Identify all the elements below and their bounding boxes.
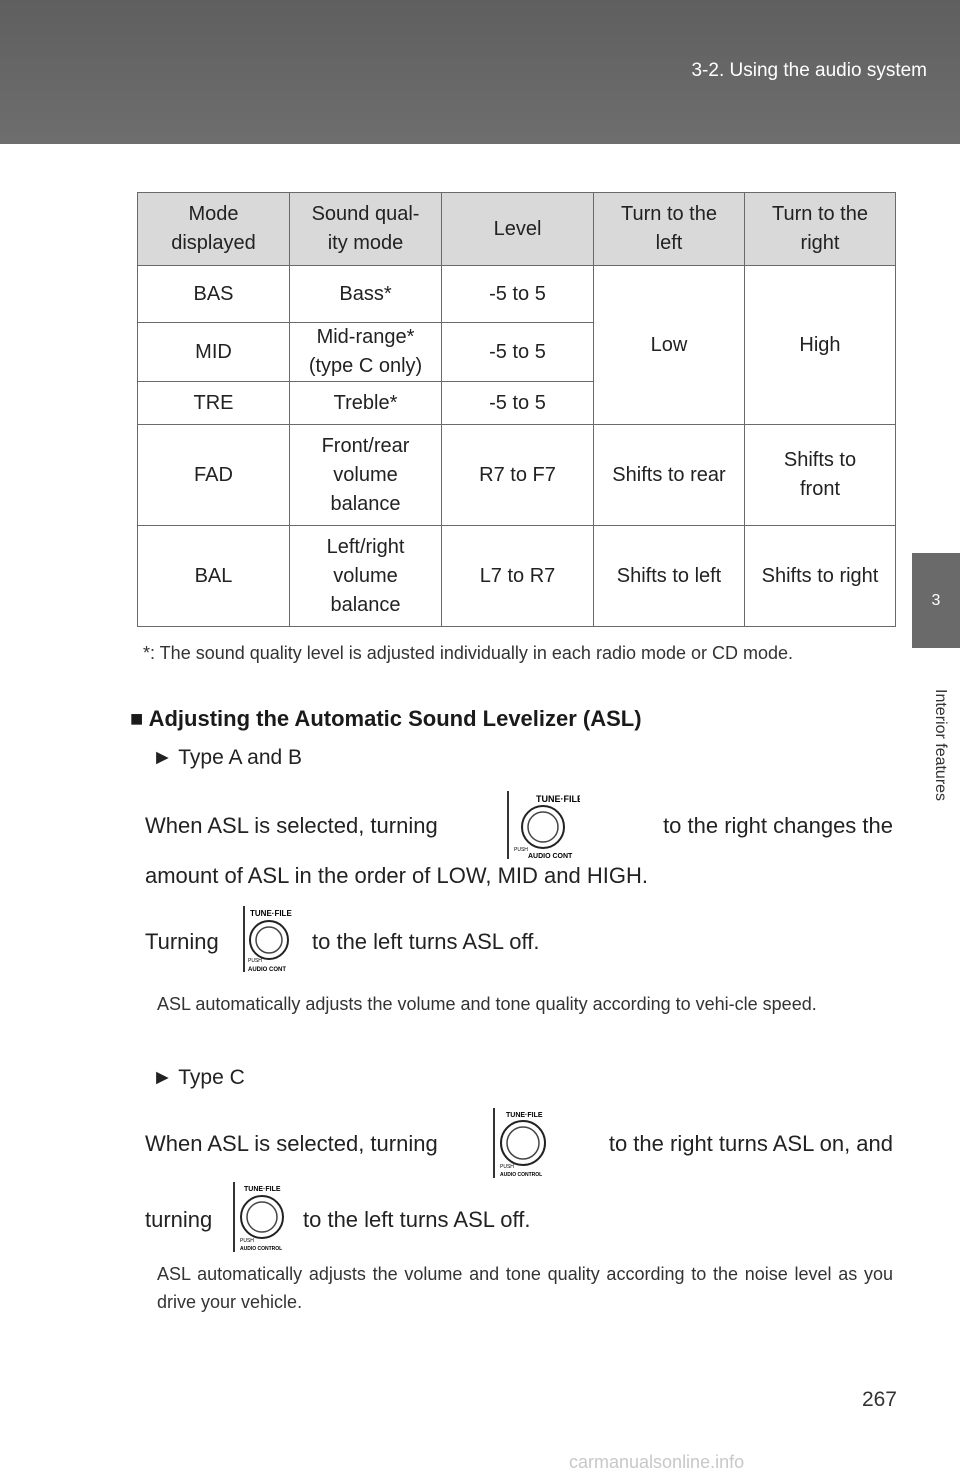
watermark: carmanualsonline.info bbox=[569, 1452, 745, 1472]
page-number: 267 bbox=[861, 1388, 897, 1411]
table-row bbox=[138, 425, 896, 526]
triangle-bullet-icon: ► bbox=[152, 1066, 179, 1089]
type-ab-paragraph-2: amount of ASL in the order of LOW, MID and HIGH. bbox=[145, 863, 648, 888]
knob-bottom-label: AUDIO CONT bbox=[248, 967, 286, 973]
header-level: Level bbox=[442, 193, 594, 266]
knob-push-label: PUSH bbox=[500, 1164, 514, 1170]
cell-quality: Left/right volume balance bbox=[290, 526, 442, 627]
tune-knob-icon bbox=[242, 904, 294, 980]
header-mode: Mode displayed bbox=[138, 193, 290, 266]
cell-right: Shifts to right bbox=[745, 526, 896, 627]
cell-level: -5 to 5 bbox=[442, 266, 594, 323]
cell-level: -5 to 5 bbox=[442, 382, 594, 425]
triangle-bullet-icon: ► bbox=[152, 746, 179, 769]
knob-top-label: TUNE·FILE bbox=[250, 909, 292, 918]
tune-knob-icon bbox=[232, 1180, 292, 1260]
type-c-label: ► Type C bbox=[152, 1066, 245, 1089]
cell-quality: Bass* bbox=[290, 266, 442, 323]
cell-left-low: Low bbox=[594, 266, 745, 425]
table-footnote: *: The sound quality level is adjusted individually in each radio mode or CD mode. bbox=[143, 643, 794, 663]
cell-mode: BAL bbox=[138, 526, 290, 627]
cell-level: L7 to R7 bbox=[442, 526, 594, 627]
knob-push-label: PUSH bbox=[240, 1238, 254, 1244]
square-bullet-icon: ■ bbox=[130, 706, 149, 731]
type-ab-note: ASL automatically adjusts the volume and tone quality according to vehi-cle speed. bbox=[157, 994, 817, 1014]
sound-settings-table bbox=[137, 192, 896, 627]
cell-quality: Mid-range* (type C only) bbox=[290, 323, 442, 382]
cell-mode: MID bbox=[138, 323, 290, 382]
cell-left: Shifts to left bbox=[594, 526, 745, 627]
section-heading bbox=[130, 706, 642, 732]
cell-level: R7 to F7 bbox=[442, 425, 594, 526]
knob-bottom-label: AUDIO CONTROL bbox=[240, 1246, 283, 1252]
knob-push-label: PUSH bbox=[514, 847, 528, 853]
cell-right: Shifts to front bbox=[745, 425, 896, 526]
type-ab-label: ► Type A and B bbox=[152, 746, 303, 769]
type-c-note: ASL automatically adjusts the volume and tone quality according to the noise level as you drive your vehicle. bbox=[157, 1264, 893, 1312]
type-c-paragraph-1: When ASL is selected, turning TUNE·FILE PUSH AUDIO CONTROL to the right turns ASL on, and bbox=[145, 1106, 893, 1180]
chapter-label: Interior features bbox=[932, 688, 949, 802]
cell-quality: Front/rear volume balance bbox=[290, 425, 442, 526]
table-row bbox=[138, 526, 896, 627]
header-left: Turn to the left bbox=[594, 193, 745, 266]
cell-level: -5 to 5 bbox=[442, 323, 594, 382]
type-ab-paragraph-3: Turning TUNE·FILE PUSH AUDIO CONT to the left turns ASL off. bbox=[145, 904, 893, 976]
cell-left: Shifts to rear bbox=[594, 425, 745, 526]
cell-quality: Treble* bbox=[290, 382, 442, 425]
knob-top-label: TUNE·FILE bbox=[536, 794, 580, 804]
cell-right-high: High bbox=[745, 266, 896, 425]
knob-bottom-label: AUDIO CONT bbox=[528, 853, 573, 860]
knob-top-label: TUNE·FILE bbox=[506, 1112, 543, 1119]
cell-mode: BAS bbox=[138, 266, 290, 323]
page-header bbox=[0, 0, 960, 144]
header-quality: Sound qual- ity mode bbox=[290, 193, 442, 266]
table-row bbox=[138, 266, 896, 323]
header-right: Turn to the right bbox=[745, 193, 896, 266]
section-title: 3-2. Using the audio system bbox=[691, 60, 927, 81]
chapter-tab: 3 bbox=[912, 553, 960, 648]
cell-mode: TRE bbox=[138, 382, 290, 425]
cell-mode: FAD bbox=[138, 425, 290, 526]
tune-knob-icon bbox=[506, 789, 580, 867]
tune-knob-icon bbox=[492, 1106, 554, 1186]
knob-top-label: TUNE·FILE bbox=[244, 1186, 281, 1193]
knob-bottom-label: AUDIO CONTROL bbox=[500, 1172, 543, 1178]
knob-push-label: PUSH bbox=[248, 958, 262, 964]
section-heading-text: Adjusting the Automatic Sound Levelizer (ASL) bbox=[148, 706, 642, 731]
type-ab-paragraph-1: When ASL is selected, turning TUNE·FILE PUSH AUDIO CONT to the right changes the bbox=[145, 789, 893, 861]
type-c-paragraph-2: turning TUNE·FILE PUSH AUDIO CONTROL to the left turns ASL off. bbox=[145, 1180, 893, 1254]
table-header-row bbox=[138, 193, 896, 266]
